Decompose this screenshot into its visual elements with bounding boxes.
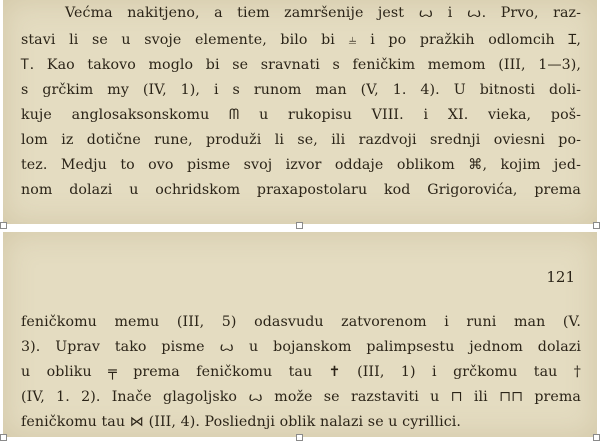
page-number: 121 <box>546 268 575 286</box>
text-line: nom dolazi u ochridskom praxapostolaru kod Grigorovića, prema <box>21 182 581 198</box>
text-line: Ꭲ. Kao takovo moglo bi se sravnati s feničkim memom (III, 1—3), <box>21 57 581 73</box>
resize-handle-bottom-middle[interactable] <box>296 434 303 441</box>
resize-handle-bottom-left[interactable] <box>0 434 7 441</box>
text-line: u obliku ╤ prema feničkomu tau ✝ (III, 1) i grčkomu tau † <box>21 364 581 380</box>
text-line: Većma nakitjeno, a tiem zamršenije jest ꙍ i ꙍ. Prvo, raz- <box>65 5 581 21</box>
resize-handle-middle[interactable] <box>296 222 303 229</box>
text-line: lom iz dotične rune, produži li se, ili razdvoji srednji oviesni po- <box>21 132 581 148</box>
scan-panel-bottom <box>3 232 597 437</box>
scan-panel-top <box>3 0 597 224</box>
resize-handle-left[interactable] <box>0 222 7 229</box>
text-line: stavi li se u svoje elemente, bilo bi ⫨ i po pražkih odlomcih Ɪ, <box>21 32 581 48</box>
text-line: tez. Medju to ovo pisme svoj izvor oddaje oblikom ⌘, kojim jed- <box>21 157 581 173</box>
text-line: (IV, 1. 2). Inače glagoljsko ꙍ može se razstaviti u ⊓ ili ⊓⊓ prema <box>21 389 581 405</box>
text-line: kuje anglosaksonskomu ᗰ u rukopisu VIII. i XI. vieka, poš- <box>21 107 581 123</box>
text-line: feničkomu tau ⋈ (III, 4). Posliednji oblik nalazi se u cyrillici. <box>21 414 462 430</box>
resize-handle-right[interactable] <box>593 222 600 229</box>
text-line: feničkomu memu (III, 5) odasvudu zatvorenom i runi man (V. <box>21 314 581 330</box>
text-line: 3). Uprav tako pisme ꙍ u bojanskom palimpsestu jednom dolazi <box>21 339 581 355</box>
text-line: s grčkim my (IV, 1), i s runom man (V, 1. 4). U bitnosti doli- <box>21 82 581 98</box>
resize-handle-bottom-right[interactable] <box>593 434 600 441</box>
